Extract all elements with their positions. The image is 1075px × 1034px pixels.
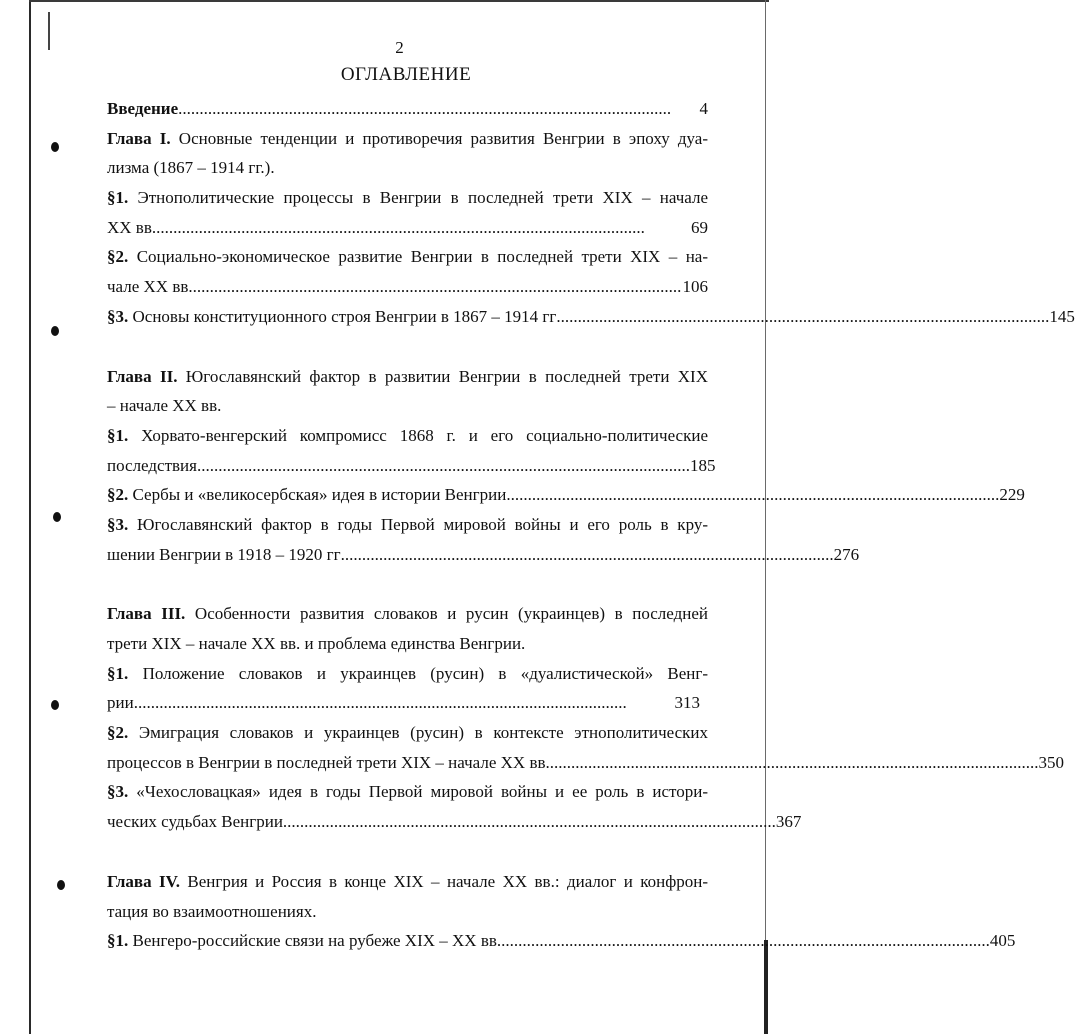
- section-number: §2.: [107, 485, 129, 505]
- section-page: 350: [1038, 752, 1065, 772]
- toc-entry-2-3[interactable]: [107, 510, 708, 540]
- section-number: §1.: [107, 931, 129, 951]
- toc-entry-2-2[interactable]: [107, 480, 1025, 510]
- section-page: 69: [691, 217, 708, 237]
- punch-hole-3: [53, 512, 61, 522]
- section-number: §2.: [107, 723, 129, 743]
- dot-leader: ....................................................................................................................: [151, 217, 645, 237]
- scan-border-left: [29, 0, 31, 1034]
- chapter-2-heading[interactable]: [107, 362, 708, 392]
- section-title: «Чехословацкая» идея в годы Первой мировой войны и ее роль в истори-: [136, 782, 708, 802]
- toc-entry-2-3-cont[interactable]: [107, 540, 860, 570]
- spacer: [107, 569, 708, 599]
- section-page: 145: [1049, 306, 1075, 326]
- section-title: Хорвато-венгерский компромисс 1868 г. и его социально-политические: [141, 425, 708, 445]
- toc-entry-intro[interactable]: [107, 94, 708, 124]
- chapter-2-label: Глава II.: [107, 366, 178, 386]
- chapter-1-heading-cont: [107, 153, 708, 183]
- chapter-4-title-line1: Венгрия и Россия в конце XIX – начале XX вв.: диалог и конфрон-: [187, 871, 709, 891]
- chapter-2-heading-cont: [107, 391, 708, 421]
- section-title-cont: рии: [107, 693, 134, 713]
- toc-entry-3-1[interactable]: [107, 659, 708, 689]
- toc-entry-2-1-cont[interactable]: [107, 451, 716, 481]
- toc-entry-2-1[interactable]: [107, 421, 708, 451]
- section-page: 367: [775, 812, 802, 832]
- section-number: §3.: [107, 782, 129, 802]
- intro-page: 4: [699, 99, 708, 118]
- section-title-cont: процессов в Венгрии в последней трети XIX – начале XX вв: [107, 752, 546, 772]
- toc-title: ОГЛАВЛЕНИЕ: [340, 64, 472, 85]
- dot-leader: ....................................................................................................................: [196, 455, 690, 475]
- chapter-1-title-line1: Основные тенденции и противоречия развития Венгрии в эпоху дуа-: [178, 128, 709, 148]
- chapter-4-label: Глава IV.: [107, 871, 180, 891]
- toc-entry-1-1-cont[interactable]: [107, 213, 708, 243]
- dot-leader: ....................................................................................................................: [545, 752, 1039, 772]
- section-title: Сербы и «великосербская» идея в истории Венгрии: [132, 485, 507, 505]
- section-page: 106: [682, 277, 708, 297]
- chapter-4-heading-cont: [107, 897, 708, 927]
- spacer: [107, 837, 708, 867]
- chapter-2-title-line1: Югославянский фактор в развитии Венгрии в последней трети XIX: [185, 366, 708, 386]
- toc-entry-3-3-cont[interactable]: [107, 807, 802, 837]
- section-title-cont: шении Венгрии в 1918 – 1920 гг: [107, 544, 341, 564]
- section-page: 276: [833, 544, 860, 564]
- toc-entry-1-1[interactable]: [107, 183, 708, 213]
- chapter-4-title-line2: тация во взаимоотношениях.: [107, 901, 317, 921]
- dot-leader: ....................................................................................................................: [556, 306, 1050, 326]
- section-page: 313: [674, 693, 700, 713]
- spacer: [107, 332, 708, 362]
- section-page: 229: [999, 485, 1025, 505]
- section-number: §3.: [107, 514, 129, 534]
- toc-entry-3-2-cont[interactable]: [107, 748, 1065, 778]
- scan-border-top: [29, 0, 769, 2]
- chapter-4-heading[interactable]: [107, 867, 708, 897]
- chapter-2-title-line2: – начале XX вв.: [107, 396, 222, 416]
- punch-hole-5: [57, 880, 65, 890]
- section-number: §1.: [107, 663, 129, 683]
- table-of-contents: [107, 94, 1075, 956]
- chapter-3-title-line1: Особенности развития словаков и русин (украинцев) в последней: [194, 604, 708, 624]
- punch-hole-2: [51, 326, 59, 336]
- chapter-1-title-line2: лизма (1867 – 1914 гг.).: [107, 158, 275, 178]
- punch-hole-1: [51, 142, 59, 152]
- chapter-3-title-line2: трети XIX – начале XX вв. и проблема единства Венгрии.: [107, 634, 526, 653]
- section-title: Эмиграция словаков и украинцев (русин) в контексте этнополитических: [138, 723, 709, 743]
- chapter-3-heading-cont: [107, 629, 708, 659]
- chapter-1-heading[interactable]: [107, 124, 708, 154]
- section-number: §1.: [107, 425, 129, 445]
- dot-leader: ....................................................................................................................: [282, 812, 776, 832]
- chapter-3-heading[interactable]: [107, 599, 708, 629]
- section-title-cont: чале XX вв: [107, 277, 189, 297]
- toc-entry-3-3[interactable]: [107, 777, 708, 807]
- toc-entry-1-2[interactable]: [107, 242, 708, 272]
- chapter-1-label: Глава I.: [107, 128, 171, 148]
- section-title: Социально-экономическое развитие Венгрии в последней трети XIX – на-: [136, 247, 709, 267]
- scan-border-right: [765, 0, 766, 1034]
- section-page: 405: [989, 931, 1016, 951]
- dot-leader: ....................................................................................................................: [188, 277, 682, 297]
- dot-leader: ....................................................................................................................: [133, 693, 627, 713]
- punch-hole-4: [51, 700, 59, 710]
- section-title: Югославянский фактор в годы Первой мировой войны и его роль в кру-: [137, 514, 709, 534]
- toc-entry-1-2-cont[interactable]: [107, 272, 708, 302]
- dot-leader: ....................................................................................................................: [496, 931, 990, 951]
- section-number: §1.: [107, 188, 129, 208]
- chapter-3-label: Глава III.: [107, 604, 186, 624]
- toc-entry-3-1-cont[interactable]: [107, 688, 700, 718]
- dot-leader: ....................................................................................................................: [178, 99, 672, 118]
- section-title: Основы конституционного строя Венгрии в 1867 – 1914 гг: [132, 306, 557, 326]
- dot-leader: ....................................................................................................................: [340, 544, 834, 564]
- section-title: Положение словаков и украинцев (русин) в «дуалистической» Венг-: [142, 663, 708, 683]
- section-title-cont: XX вв: [107, 217, 152, 237]
- toc-entry-4-1[interactable]: [107, 926, 1016, 956]
- section-title-cont: ческих судьбах Венгрии: [107, 812, 283, 832]
- toc-entry-3-2[interactable]: [107, 718, 708, 748]
- toc-entry-1-3[interactable]: [107, 302, 1075, 332]
- section-title: Венгеро-российские связи на рубеже XIX – XX вв: [132, 931, 497, 951]
- dot-leader: ....................................................................................................................: [506, 485, 1000, 505]
- page-number: 2: [395, 38, 404, 57]
- section-number: §3.: [107, 306, 129, 326]
- intro-label: Введение: [107, 99, 179, 118]
- section-page: 185: [689, 455, 716, 475]
- section-number: §2.: [107, 247, 129, 267]
- section-title-cont: последствия: [107, 455, 197, 475]
- section-title: Этнополитические процессы в Венгрии в последней трети XIX – начале: [137, 188, 709, 208]
